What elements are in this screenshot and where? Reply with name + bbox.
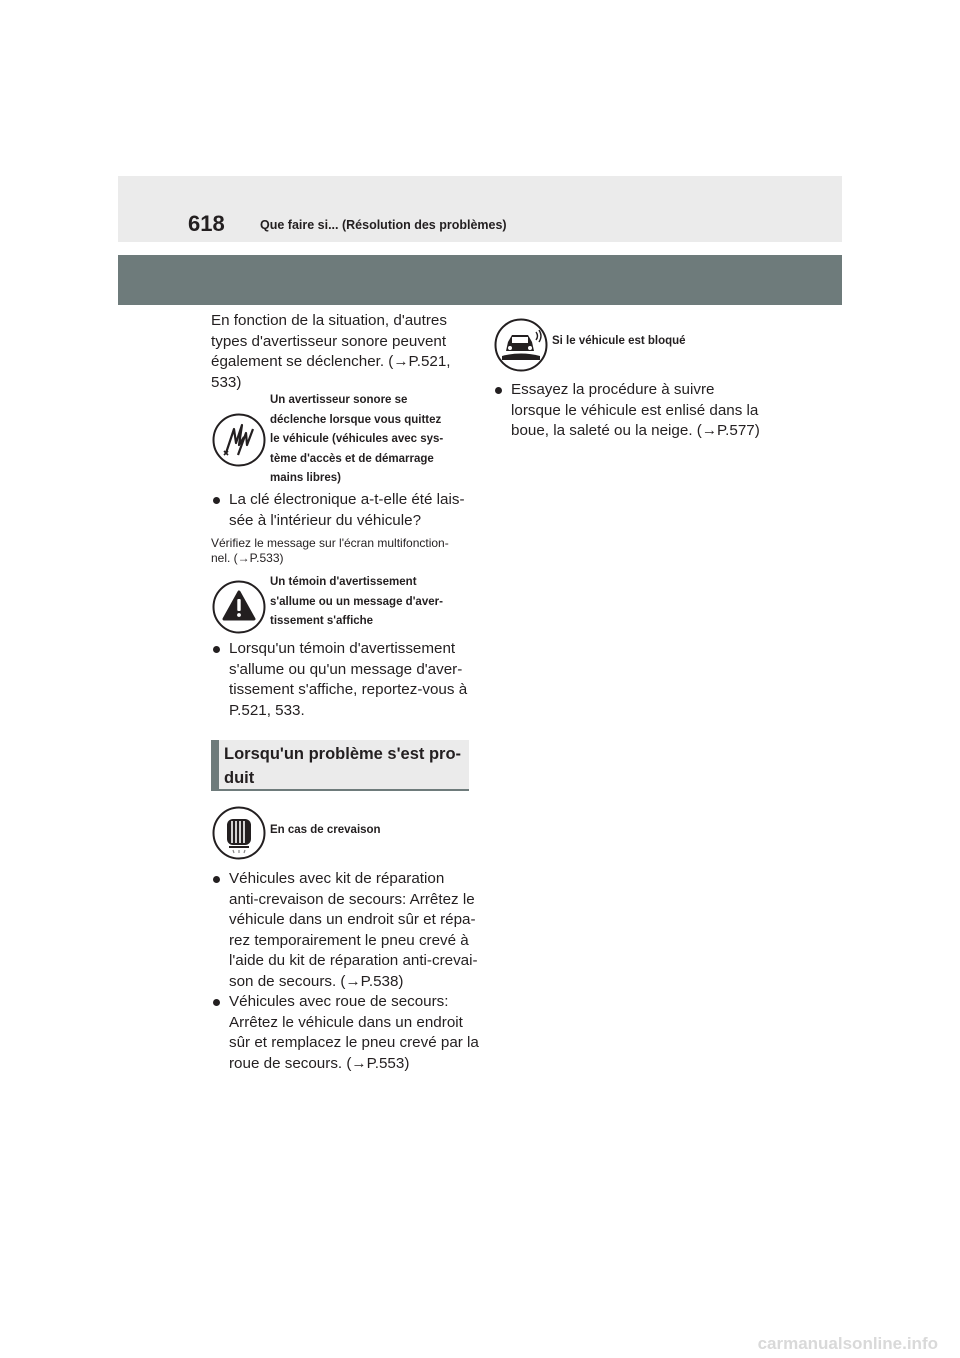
stuck-bullet: Essayez la procédure à suivre lorsque le véhicule est enlisé dans la boue, la saleté ou la neige. (→P.577): [511, 381, 760, 439]
buzzer-label: Un avertisseur sonore se déclenche lorsque vous quittez le véhicule (véhicules avec sys- tème d'accès et de démarrage mains libres): [270, 394, 444, 484]
section-title: Lorsqu'un problème s'est pro- duit: [224, 745, 462, 787]
warning-label: Un témoin d'avertissement s'allume ou un message d'aver- tissement s'affiche: [270, 576, 443, 627]
page-number: 618: [188, 211, 225, 236]
bullet-dot: [213, 646, 220, 653]
bullet-dot: [495, 387, 502, 394]
watermark: carmanualsonline.info: [757, 1334, 938, 1353]
bullet-dot: [213, 876, 220, 883]
stuck-vehicle-icon: [494, 318, 548, 372]
chapter-title: Que faire si... (Résolution des problèmes): [260, 218, 507, 232]
flat-bullet-kit: Véhicules avec kit de réparation anti-crevaison de secours: Arrêtez le véhicule dans un endroit sûr et répa- rez temporairement le pneu crevé à l'aide du kit de réparation anti-crevai- son de secours. (→P.538): [229, 870, 478, 990]
header-dark-band: [118, 255, 842, 305]
buzzer-warning-icon: [212, 413, 266, 467]
flat-tire-label: En cas de crevaison: [270, 824, 381, 836]
flat-bullet-spare: Véhicules avec roue de secours: Arrêtez le véhicule dans un endroit sûr et remplacez le pneu crevé par la roue de secours. (→P.553): [229, 993, 479, 1072]
buzzer-note: Vérifiez le message sur l'écran multifonction- nel. (→P.533): [211, 536, 449, 565]
stuck-vehicle-label: Si le véhicule est bloqué: [552, 335, 686, 347]
flat-tire-icon: [212, 806, 266, 860]
bullet-dot: [213, 999, 220, 1006]
buzzer-bullet: La clé électronique a-t-elle été lais- sée à l'intérieur du véhicule?: [229, 491, 465, 529]
warning-triangle-icon: [212, 580, 266, 634]
bullet-dot: [213, 497, 220, 504]
intro-paragraph: En fonction de la situation, d'autres types d'avertisseur sonore peuvent également se déclencher. (→P.521, 533): [211, 312, 451, 391]
warning-bullet: Lorsqu'un témoin d'avertissement s'allume ou qu'un message d'aver- tissement s'affiche, reportez-vous à P.521, 533.: [229, 640, 468, 719]
